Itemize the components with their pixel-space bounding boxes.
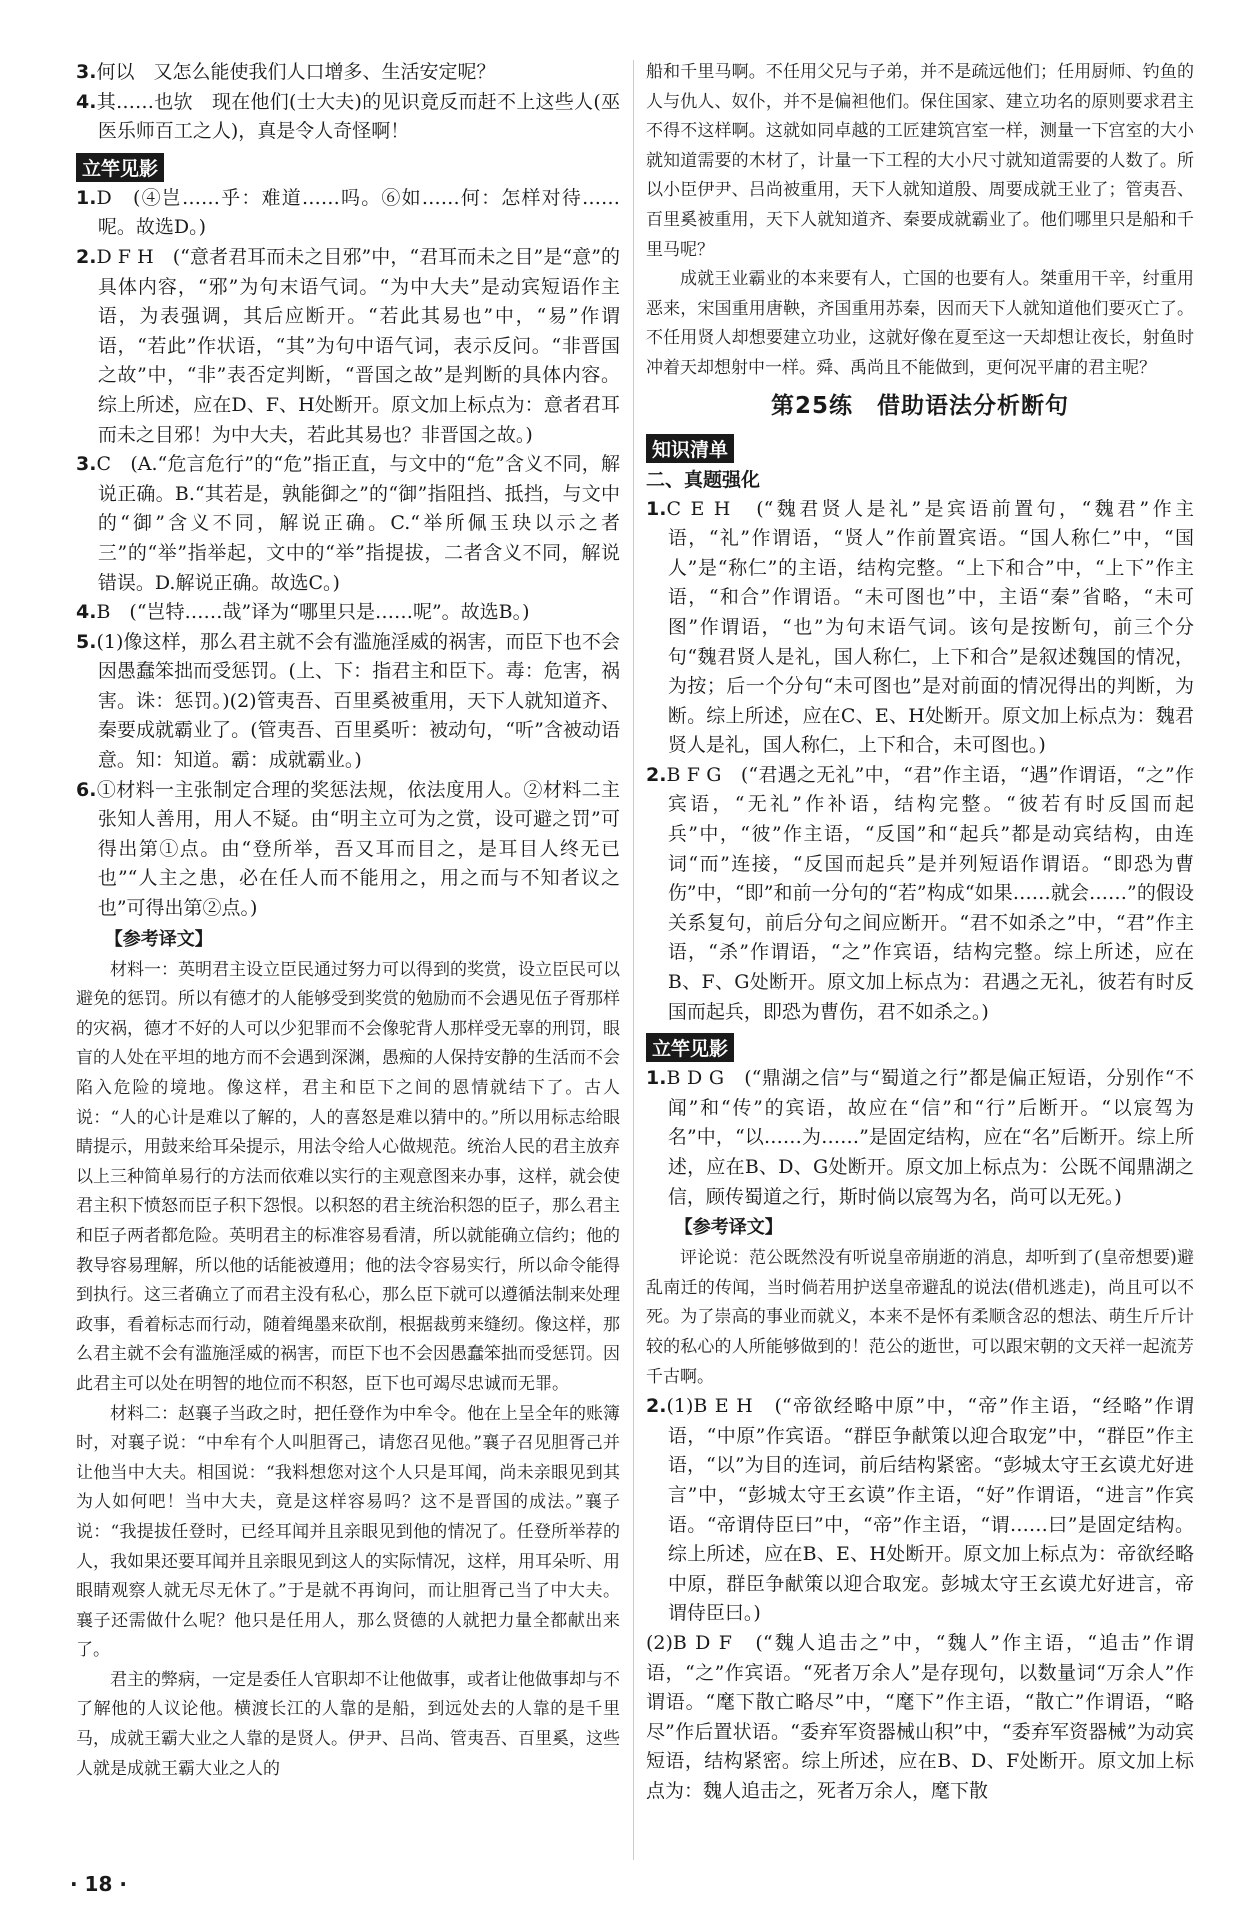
answer-number: 1. [76, 186, 97, 209]
answer-item [76, 184, 620, 243]
reference-translation-heading: 【参考译文】 [104, 928, 213, 950]
answer-number: 4. [76, 601, 97, 624]
translation-paragraph: 材料二：赵襄子当政之时，把任登作为中牟令。他在上呈全年的账簿时，对襄子说：“中牟有个人叫胆胥己，请您召见他。”襄子召见胆胥己并让他当中大夫。相国说：“我料想您对这个人只是耳闻，尚未亲眼见到其为人如何吧！当中大夫，竟是这样容易吗？这不是晋国的成法。”襄子说：“我提拔任登时，已经耳闻并且亲眼见到他的情况了。任登所举荐的人，我如果还要耳闻并且亲眼见到这人的实际情况，这样，用耳朵听、用眼睛观察人就无尽无休了。”于是就不再询问，而让胆胥己当了中大夫。襄子还需做什么呢？他只是任用人，那么贤德的人就把力量全都献出来了。 [76, 1403, 620, 1661]
section-heading-practice: 立竿见影 [76, 153, 164, 182]
answer-number: 2. [646, 763, 667, 786]
subsection-title: 二、真题强化 [646, 468, 761, 491]
answer-text: B (“岂特……哉”译为“哪里只是……呢”。故选B。) [96, 601, 530, 624]
answer-number: 3. [76, 453, 97, 476]
answer-item [76, 243, 620, 450]
answer-number: 2. [646, 1395, 667, 1418]
left-translation [76, 956, 620, 1785]
answer-text: (1)像这样，那么君主就不会有滥施淫威的祸害，而臣下也不会因愚蠢笨拙而受惩罚。(上、下：指君主和臣下。毒：危害，祸害。诛：惩罚。)(2)管夷吾、百里奚被重用，天下人就知道齐、秦要成就霸业了。(管夷吾、百里奚听：被动句，“听”含被动语意。知：知道。霸：成就霸业。) [96, 630, 620, 772]
right-answer-list-3 [646, 1392, 1194, 1806]
answer-item [76, 58, 620, 88]
answer-text: ①材料一主张制定合理的奖惩法规，依法度用人。②材料二主张知人善用，用人不疑。由“明主立可为之赏，设可避之罚”可得出第①点。由“登所举，吾又耳而目之，是耳目人终无已也”“人主之患，必在任人而不能用之，用之而与不知者议之也”可得出第②点。) [96, 778, 620, 920]
right-column [646, 58, 1194, 1806]
answer-text: 其……也欤 现在他们(士大夫)的见识竟反而赶不上这些人(巫医乐师百工之人)，真是令人奇怪啊！ [96, 90, 620, 143]
right-answer-list-2 [646, 1064, 1194, 1212]
answer-item [76, 628, 620, 776]
answer-item [646, 1629, 1194, 1807]
section-heading-practice-2: 立竿见影 [646, 1033, 734, 1062]
section-heading-knowledge: 知识清单 [646, 434, 734, 463]
answer-number: 6. [76, 778, 97, 801]
answer-item [646, 1064, 1194, 1212]
answer-number: 3. [76, 61, 97, 83]
answer-item [646, 495, 1194, 761]
left-answer-list [76, 184, 620, 924]
answer-number: 1. [646, 497, 667, 520]
answer-item [76, 776, 620, 924]
answer-text: D (④岂……乎：难道……吗。⑥如……何：怎样对待……呢。故选D。) [96, 186, 620, 239]
answer-number: 5. [76, 630, 97, 653]
answer-text: 何以 又怎么能使我们人口增多、生活安定呢？ [96, 61, 496, 83]
page-number: · 18 · [70, 1872, 127, 1896]
left-top-answers [76, 58, 620, 147]
answer-text: (2)B D F (“魏人追击之”中，“魏人”作主语，“追击”作谓语，“之”作宾语。“死者万余人”是存现句，以数量词“万余人”作谓语。“麾下散亡略尽”中，“麾下”作主语，“散亡”作谓语，“略尽”作后置状语。“委弃军资器械山积”中，“委弃军资器械”为动宾短语，结构紧密。综上所述，应在B、D、F处断开。原文加上标点为：魏人追击之，死者万余人，麾下散 [646, 1631, 1194, 1802]
left-column [76, 58, 620, 1784]
answer-text: (1)B E H (“帝欲经略中原”中，“帝”作主语，“经略”作谓语，“中原”作宾语。“群臣争献策以迎合取宠”中，“群臣”作主语，“以”为目的连词，前后结构紧密。“彭城太守王玄谟尤好进言”中，“彭城太守王玄谟”作主语，“好”作谓语，“进言”作宾语。“帝谓侍臣曰”中，“帝”作主语，“谓……曰”是固定结构。综上所述，应在B、E、H处断开。原文加上标点为：帝欲经略中原，群臣争献策以迎合取宠。彭城太守王玄谟尤好进言，帝谓侍臣曰。) [666, 1395, 1194, 1625]
answer-item [646, 761, 1194, 1027]
answer-number: 4. [76, 90, 97, 113]
answer-text: B D G (“鼎湖之信”与“蜀道之行”都是偏正短语，分别作“不闻”和“传”的宾语，故应在“信”和“行”后断开。“以宸驾为名”中，“以……为……”是固定结构，应在“名”后断开。综上所述，应在B、D、G处断开。原文加上标点为：公既不闻鼎湖之信，顾传蜀道之行，斯时倘以宸驾为名，尚可以无死。) [666, 1067, 1194, 1208]
right-answer-list [646, 495, 1194, 1028]
translation-paragraph: 材料一：英明君主设立臣民通过努力可以得到的奖赏，设立臣民可以避免的惩罚。所以有德才的人能够受到奖赏的勉励而不会遇见伍子胥那样的灾祸，德才不好的人可以少犯罪而不会像驼背人那样受无辜的刑罚，眼盲的人处在平坦的地方而不会遇到深渊，愚痴的人保持安静的生活而不会陷入危险的境地。像这样，君主和臣下之间的恩情就结下了。古人说：“人的心计是难以了解的，人的喜怒是难以猜中的。”所以用标志给眼睛提示，用鼓来给耳朵提示，用法令给人心做规范。统治人民的君主放弃以上三种简单易行的方法而依难以实行的主观意图来办事，这样，就会使君主积下愤怒而臣子积下怨恨。以积怒的君主统治积怨的臣子，那么君主和臣子两者都危险。英明君主的标准容易看清，所以就能确立信约；他的教导容易理解，所以他的话能被遵用；他的法令容易实行，所以命令能得到执行。这三者确立了而君主没有私心，那么臣下就可以遵循法制来处理政事，看着标志而行动，随着绳墨来砍削，根据裁剪来缝纫。像这样，那么君主就不会有滥施淫威的祸害，而臣下也不会因愚蠢笨拙而受惩罚。因此君主可以处在明智的地位而不积怒，臣下也可竭尽忠诚而无罪。 [76, 959, 620, 1394]
answer-item [76, 598, 620, 628]
answer-text: B F G (“君遇之无礼”中，“君”作主语，“遇”作谓语，“之”作宾语，“无礼”作补语，结构完整。“彼若有时反国而起兵”中，“彼”作主语，“反国”和“起兵”都是动宾结构，由连词“而”连接，“反国而起兵”是并列短语作谓语。“即恐为曹伤”中，“即”和前一分句的“若”构成“如果……就会……”的假设关系复句，前后分句之间应断开。“君不如杀之”中，“君”作主语，“杀”作谓语，“之”作宾语，结构完整。综上所述，应在B、F、G处断开。原文加上标点为：君遇之无礼，彼若有时反国而起兵，即恐为曹伤，君不如杀之。) [666, 763, 1194, 1023]
answer-text: C E H (“魏君贤人是礼”是宾语前置句，“魏君”作主语，“礼”作谓语，“贤人”作前置宾语。“国人称仁”中，“国人”是“称仁”的主语，结构完整。“上下和合”中，“上下”作主语，“和合”作谓语。“未可图也”中，主语“秦”省略，“未可图”作谓语，“也”为句末语气词。该句是按断句，前三个分句“魏君贤人是礼，国人称仁，上下和合”是叙述魏国的情况，为按；后一个分句“未可图也”是对前面的情况得出的判断，为断。综上所述，应在C、E、H处断开。原文加上标点为：魏君贤人是礼，国人称仁，上下和合，未可图也。) [666, 497, 1194, 757]
translation-paragraph: 船和千里马啊。不任用父兄与子弟，并不是疏远他们；任用厨师、钓鱼的人与仇人、奴仆，并不是偏袒他们。保住国家、建立功名的原则要求君主不得不这样啊。这就如同卓越的工匠建筑宫室一样，测量一下宫室的大小就知道需要的木材了，计量一下工程的大小尺寸就知道需要的人数了。所以小臣伊尹、吕尚被重用，天下人就知道殷、周要成就王业了；管夷吾、百里奚被重用，天下人就知道齐、秦要成就霸业了。他们哪里只是船和千里马呢？ [646, 62, 1194, 260]
right-translation-continued [646, 58, 1194, 384]
answer-item [646, 1392, 1194, 1629]
answer-number: 2. [76, 245, 97, 268]
answer-text: C (A.“危言危行”的“危”指正直，与文中的“危”含义不同，解说正确。B.“其若是，孰能御之”的“御”指阻挡、抵挡，与文中的“御”含义不同，解说正确。C.“举所佩玉玦以示之者三”的“举”指举起，文中的“举”指提拔，二者含义不同，解说错误。D.解说正确。故选C。) [96, 453, 620, 594]
answer-item [76, 88, 620, 147]
answer-item [76, 450, 620, 598]
translation-paragraph: 君主的弊病，一定是委任人官职却不让他做事，或者让他做事却与不了解他的人议论他。横渡长江的人靠的是船，到远处去的人靠的是千里马，成就王霸大业之人靠的是贤人。伊尹、吕尚、管夷吾、百里奚，这些人就是成就王霸大业之人的 [76, 1669, 620, 1779]
translation-paragraph: 成就王业霸业的本来要有人，亡国的也要有人。桀重用干辛，纣重用恶来，宋国重用唐鞅，齐国重用苏秦，因而天下人就知道他们要灭亡了。不任用贤人却想要建立功业，这就好像在夏至这一天却想让夜长，射鱼时冲着天却想射中一样。舜、禹尚且不能做到，更何况平庸的君主呢？ [646, 269, 1194, 378]
answer-text: D F H (“意者君耳而未之目邪”中，“君耳而未之目”是“意”的具体内容，“邪”为句末语气词。“为中大夫”是动宾短语作主语，为表强调，其后应断开。“若此其易也”中，“易”作谓语，“若此”作状语，“其”为句中语气词，表示反问。“非晋国之故”中，“非”表否定判断，“晋国之故”是判断的具体内容。综上所述，应在D、F、H处断开。原文加上标点为：意者君耳而未之目邪！为中大夫，若此其易也？非晋国之故。) [96, 245, 620, 446]
translation-paragraph: 评论说：范公既然没有听说皇帝崩逝的消息，却听到了(皇帝想要)避乱南迁的传闻，当时倘若用护送皇帝避乱的说法(借机逃走)，尚且可以不死。为了崇高的事业而就义，本来不是怀有柔顺含忍的想法、萌生斤斤计较的私心的人所能够做到的！范公的逝世，可以跟宋朝的文天祥一起流芳千古啊。 [646, 1248, 1194, 1387]
reference-translation-heading-2: 【参考译文】 [674, 1217, 783, 1239]
column-divider [633, 60, 634, 1860]
lesson-title: 第25练 借助语法分析断句 [770, 392, 1069, 419]
answer-number: 1. [646, 1067, 667, 1090]
